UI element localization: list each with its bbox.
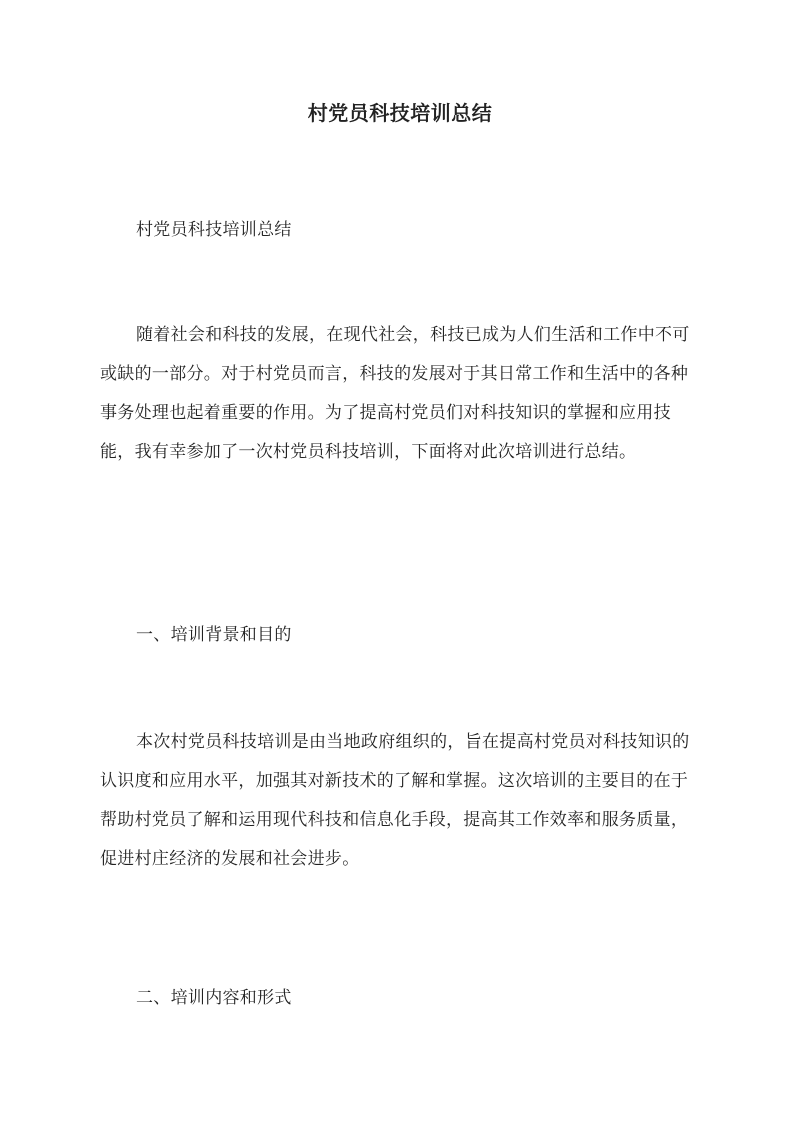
section-paragraph-background: 本次村党员科技培训是由当地政府组织的，旨在提高村党员对科技知识的认识度和应用水平，加强其对新技术的了解和掌握。这次培训的主要目的在于帮助村党员了解和运用现代科技和信息化手段，提高其工作效率和服务质量，促进村庄经济的发展和社会进步。 — [100, 732, 690, 869]
document-subtitle: 村党员科技培训总结 — [136, 220, 292, 240]
section-heading-content: 二、培训内容和形式 — [136, 988, 292, 1008]
section-heading-background: 一、培训背景和目的 — [136, 625, 292, 645]
document-title: 村党员科技培训总结 — [307, 101, 493, 125]
intro-paragraph: 随着社会和科技的发展，在现代社会，科技已成为人们生活和工作中不可或缺的一部分。对于村党员而言，科技的发展对于其日常工作和生活中的各种事务处理也起着重要的作用。为了提高村党员们对科技知识的掌握和应用技能，我有幸参加了一次村党员科技培训，下面将对此次培训进行总结。 — [100, 325, 690, 462]
